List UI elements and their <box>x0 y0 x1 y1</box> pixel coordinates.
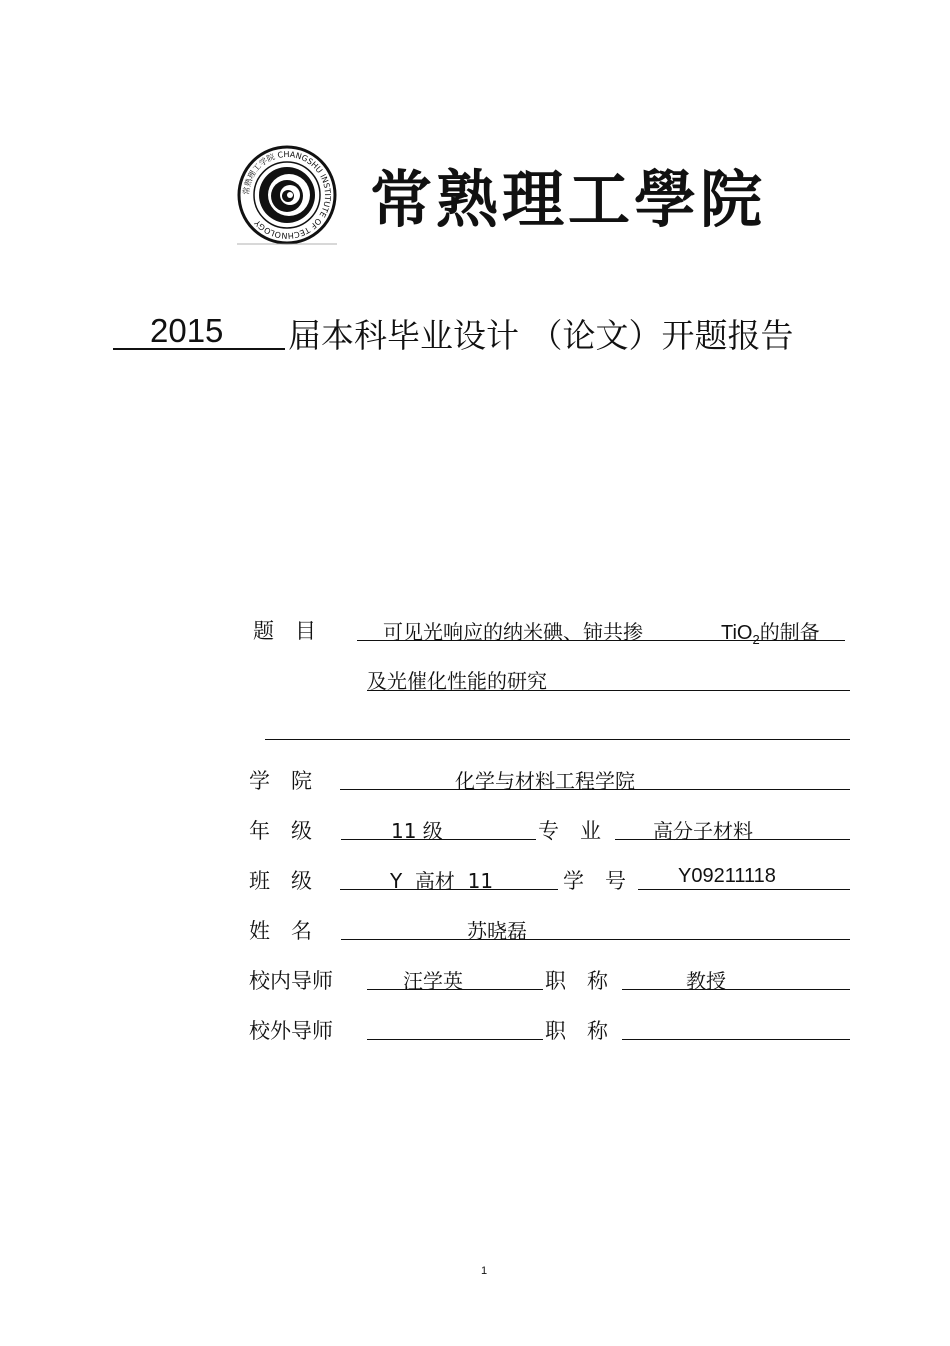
institution-name-calligraphy: 常熟理工學院 <box>370 163 767 236</box>
page-number: 1 <box>481 1265 488 1277</box>
major-value: 高分子材料 <box>653 819 753 843</box>
internal-advisor-label: 校内导师 <box>249 969 333 993</box>
internal-title-label: 职 称 <box>545 969 608 993</box>
external-title-line <box>622 1039 850 1040</box>
internal-advisor-value: 汪学英 <box>403 969 463 993</box>
external-advisor-line <box>367 1039 543 1040</box>
external-advisor-label: 校外导师 <box>249 1019 333 1043</box>
internal-title-value: 教授 <box>686 969 726 993</box>
student-id-value: Y09211118 <box>678 865 776 887</box>
report-title-text: 届本科毕业设计 （论文）开题报告 <box>288 316 794 355</box>
external-title-label: 职 称 <box>545 1019 608 1043</box>
internal-title-line <box>622 989 850 990</box>
class-label: 班 级 <box>249 869 312 893</box>
topic-chem-formula: TiO$_2$的制备 <box>721 620 820 647</box>
grade-value: 11 级 <box>391 819 443 843</box>
report-year: 2015 <box>150 312 224 349</box>
topic-label: 题 目 <box>253 619 316 643</box>
name-label: 姓 名 <box>249 919 312 943</box>
grade-label: 年 级 <box>249 819 312 843</box>
college-value: 化学与材料工程学院 <box>455 769 635 793</box>
class-value: Y 高材 11 <box>390 869 494 893</box>
college-label: 学 院 <box>249 769 312 793</box>
major-label: 专 业 <box>538 819 601 843</box>
seal-ring-text: 常熟理工学院 CHANGSHU INSTITUTE OF TECHNOLOGY <box>241 149 333 241</box>
student-id-line <box>638 889 850 890</box>
topic-line1-text: 可见光响应的纳米碘、铈共掺 <box>383 620 643 644</box>
topic-line2-text: 及光催化性能的研究 <box>367 669 547 693</box>
name-value: 苏晓磊 <box>467 919 527 943</box>
name-line <box>341 939 850 940</box>
student-id-label: 学 号 <box>563 869 626 893</box>
school-seal-logo <box>237 145 337 245</box>
topic-line-3 <box>265 739 850 740</box>
